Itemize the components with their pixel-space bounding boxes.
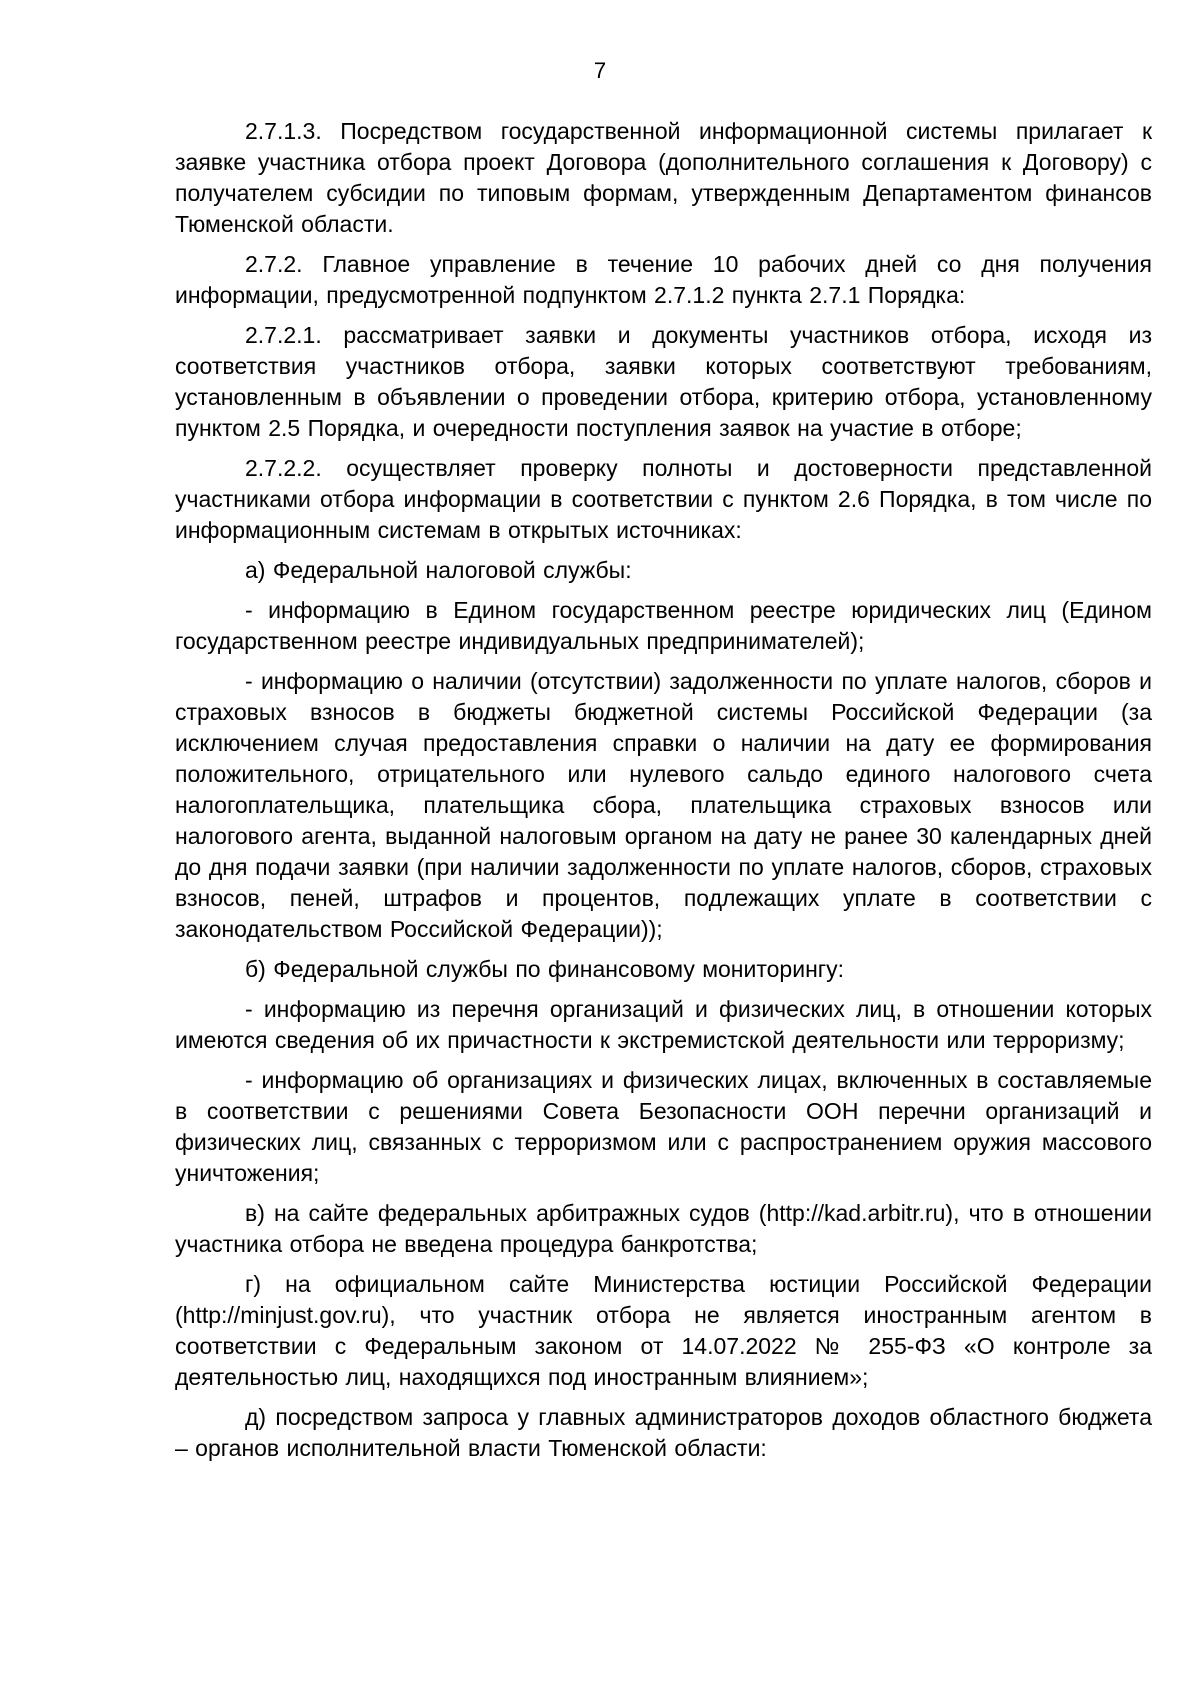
paragraph-bullet-un-lists: - информацию об организациях и физических лицах, включенных в составляемые в соответствии с решениями Совета Безопасности ООН перечни организаций и физических лиц, связанных с терроризмом или с распространением оружия массового уничтожения; [175,1067,1152,1186]
paragraph-bullet-egrul: - информацию в Едином государственном реестре юридических лиц (Едином государственном реестре индивидуальных предпринимателей); [175,597,1152,654]
document-body [175,116,1152,1473]
paragraph-2-7-2-2: 2.7.2.2. осуществляет проверку полноты и достоверности представленной участниками отбора информации в соответствии с пунктом 2.6 Порядка, в том числе по информационным системам в открытых источниках: [175,455,1152,543]
paragraph-item-v: в) на сайте федеральных арбитражных судов (http://kad.arbitr.ru), что в отношении участника отбора не введена процедура банкротства; [175,1200,1152,1257]
paragraph-item-a: а) Федеральной налоговой службы: [245,557,632,583]
paragraph-item-b: б) Федеральной службы по финансовому мониторингу: [245,956,845,982]
page-number: 7 [593,58,607,83]
paragraph-item-g: г) на официальном сайте Министерства юстиции Российской Федерации (http://minjust.gov.ru), что участник отбора не является иностранным агентом в соответствии с Федеральным законом от 14.07.2022 № 255-ФЗ «О контроле за деятельностью лиц, находящихся под иностранным влиянием»; [175,1271,1152,1390]
paragraph-2-7-1-3: 2.7.1.3. Посредством государственной информационной системы прилагает к заявке участника отбора проект Договора (дополнительного соглашения к Договору) с получателем субсидии по типовым формам, утвержденным Департаментом финансов Тюменской области. [175,118,1152,237]
paragraph-bullet-extremism: - информацию из перечня организаций и физических лиц, в отношении которых имеются сведения об их причастности к экстремистской деятельности или терроризму; [175,996,1152,1053]
paragraph-2-7-2-1: 2.7.2.1. рассматривает заявки и документы участников отбора, исходя из соответствия участников отбора, заявки которых соответствуют требованиям, установленным в объявлении о проведении отбора, критерию отбора, установленному пунктом 2.5 Порядка, и очередности поступления заявок на участие в отборе; [175,322,1152,441]
paragraph-bullet-tax-debt: - информацию о наличии (отсутствии) задолженности по уплате налогов, сборов и страховых взносов в бюджеты бюджетной системы Российской Федерации (за исключением случая предоставления справки о наличии на дату ее формирования положительного, отрицательного или нулевого сальдо единого налогового счета налогоплательщика, плательщика сбора, плательщика страховых взносов или налогового агента, выданной налоговым органом на дату не ранее 30 календарных дней до дня подачи заявки (при наличии задолженности по уплате налогов, сборов, страховых взносов, пеней, штрафов и процентов, подлежащих уплате в соответствии с законодательством Российской Федерации)); [175,668,1152,942]
paragraph-item-d: д) посредством запроса у главных администраторов доходов областного бюджета – органов исполнительной власти Тюменской области: [175,1404,1152,1461]
paragraph-2-7-2: 2.7.2. Главное управление в течение 10 рабочих дней со дня получения информации, предусмотренной подпунктом 2.7.1.2 пункта 2.7.1 Порядка: [175,251,1152,308]
